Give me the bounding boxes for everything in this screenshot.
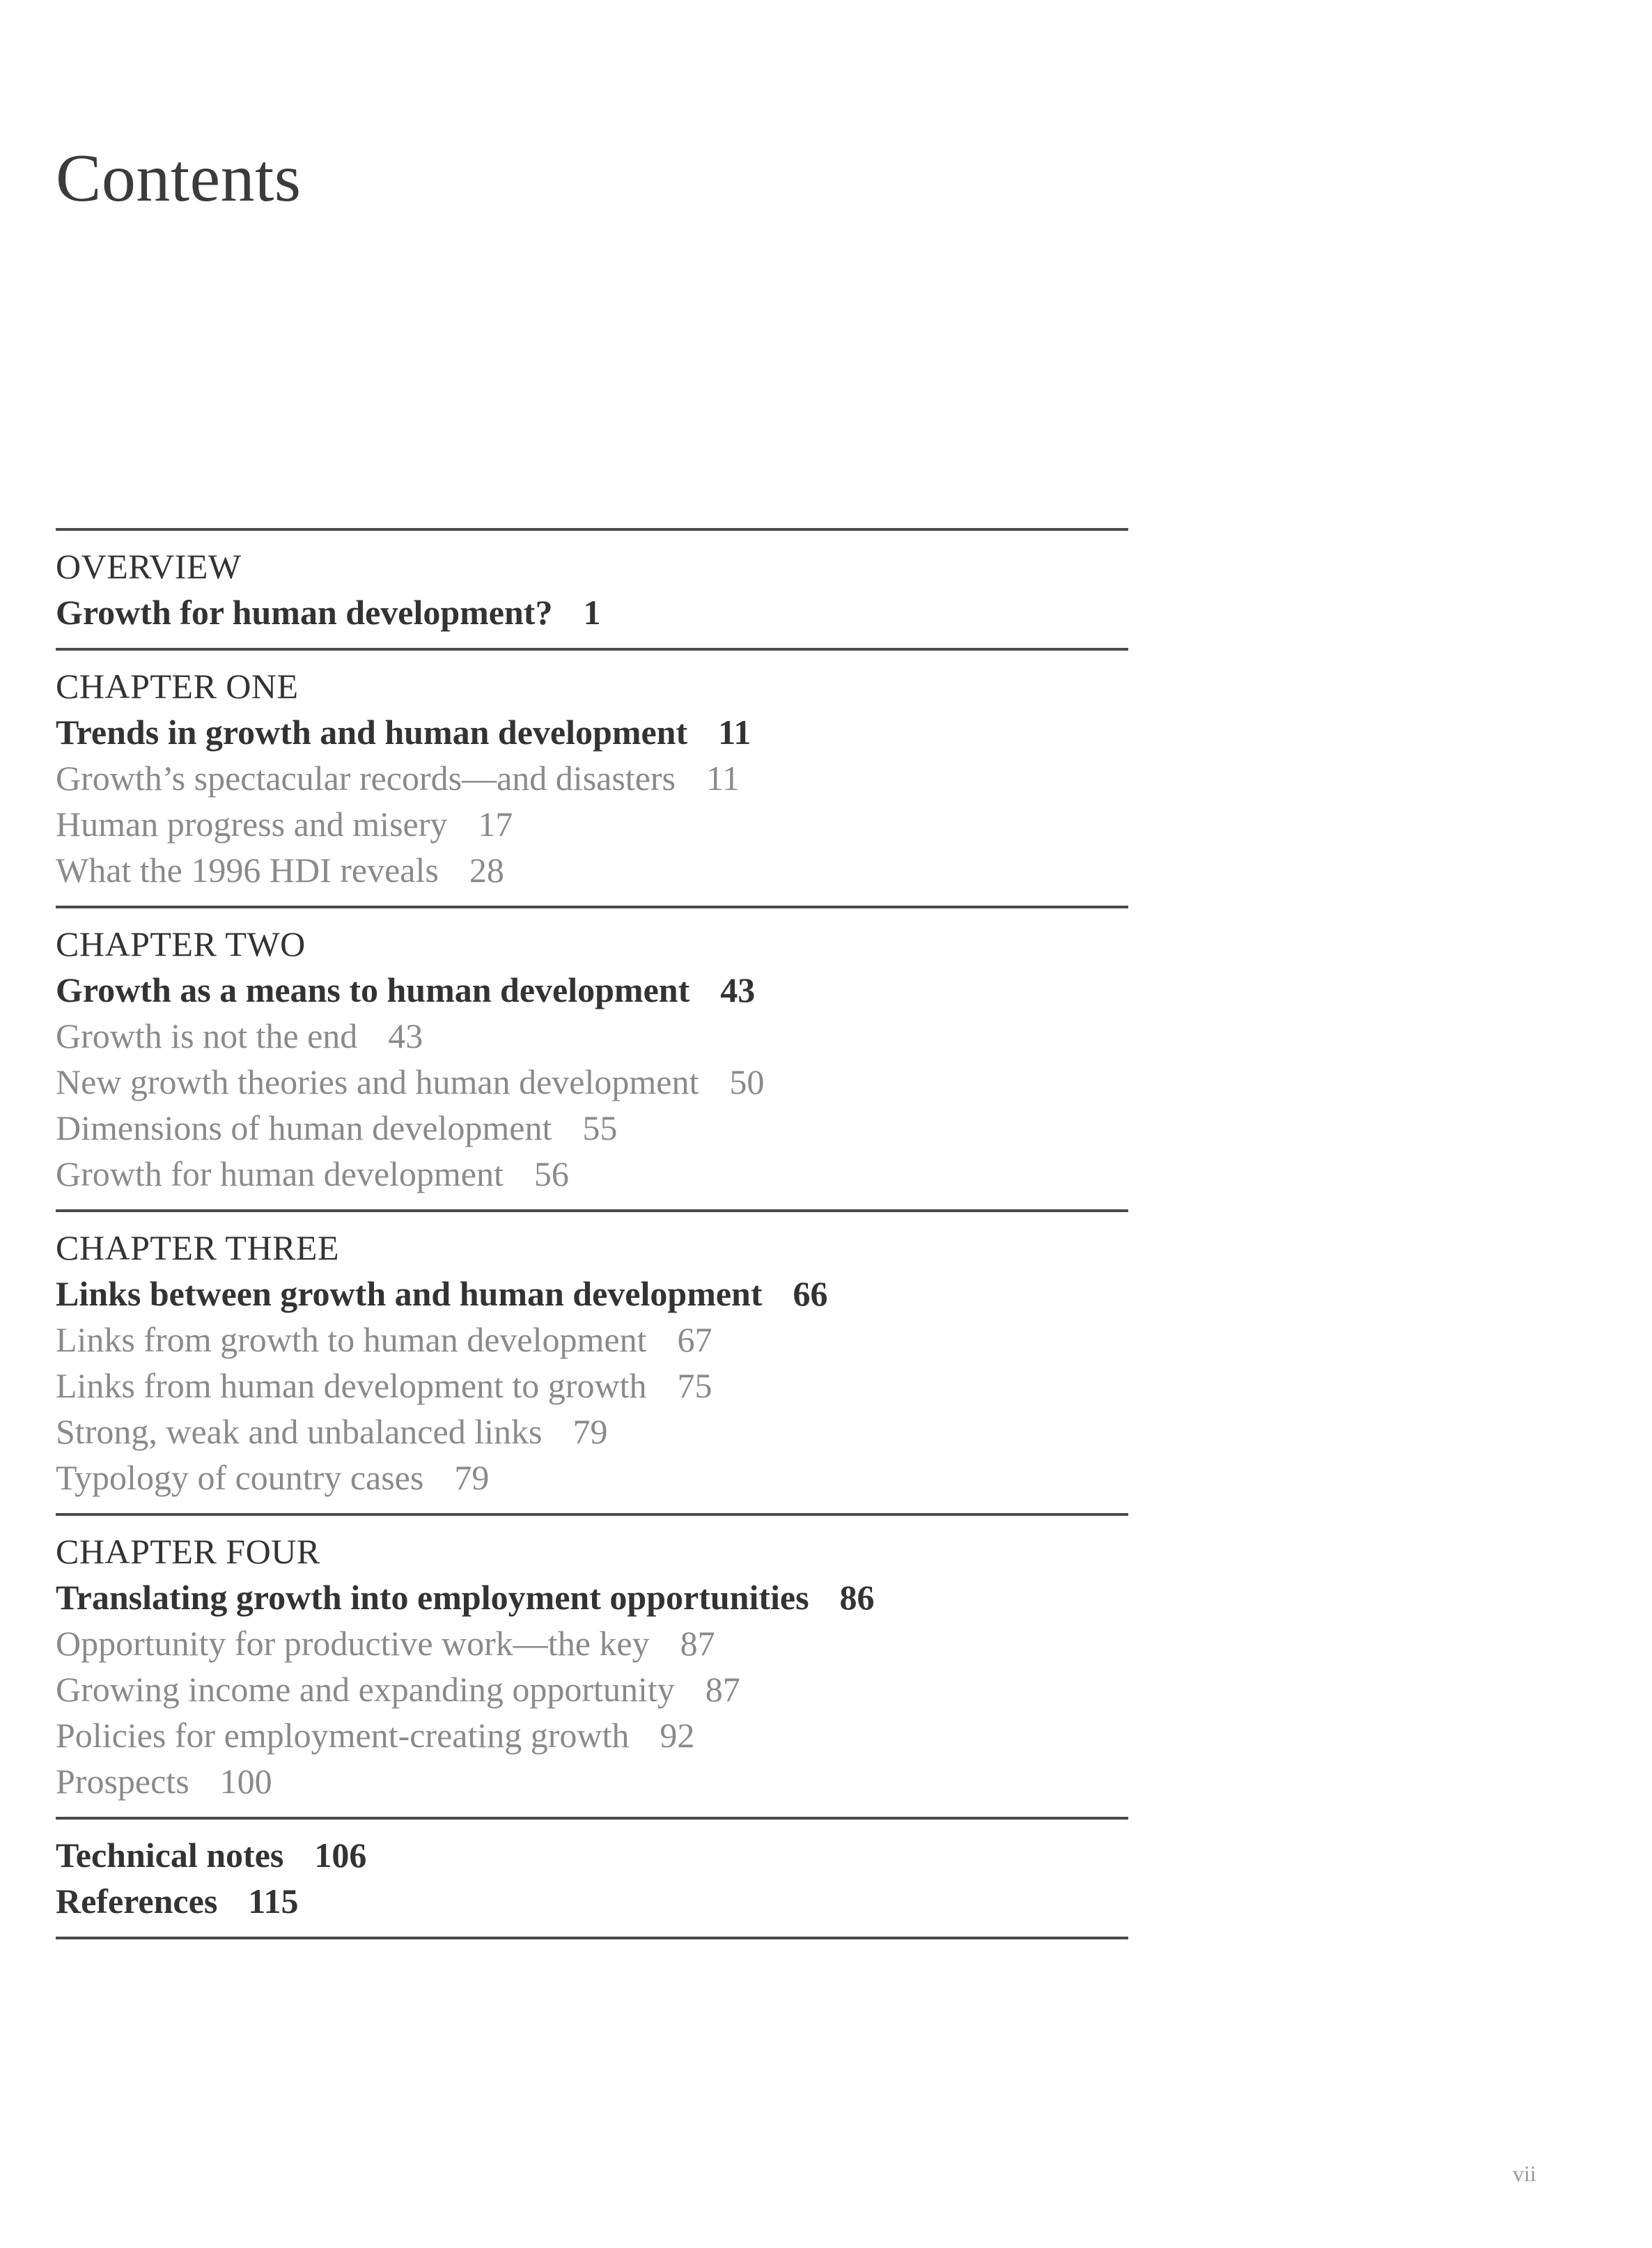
toc-entry[interactable] — [56, 1455, 1128, 1501]
entry-title: Typology of country cases — [56, 1458, 424, 1497]
section-label: CHAPTER ONE — [56, 667, 299, 706]
entry-title: Growth’s spectacular records—and disasters — [56, 759, 676, 798]
toc-entry[interactable] — [56, 1013, 1128, 1059]
toc-entry[interactable] — [56, 1105, 1128, 1151]
toc-entry-main[interactable] — [56, 1832, 1128, 1878]
entry-title: Links between growth and human development — [56, 1274, 763, 1313]
section-label: CHAPTER FOUR — [56, 1532, 320, 1571]
entry-title: Dimensions of human development — [56, 1108, 552, 1147]
entry-title: Growth for human development? — [56, 593, 553, 632]
page-title: Contents — [56, 141, 302, 216]
chapter-four-section — [56, 1516, 1128, 1817]
entry-page: 87 — [680, 1624, 715, 1663]
entry-title: Links from human development to growth — [56, 1366, 647, 1405]
toc-entry-main[interactable] — [56, 1878, 1128, 1924]
toc-entry[interactable] — [56, 847, 1128, 893]
entry-page: 43 — [388, 1016, 423, 1055]
section-label: OVERVIEW — [56, 547, 242, 586]
toc-entry-main[interactable] — [56, 709, 1128, 755]
toc-entry[interactable] — [56, 1620, 1128, 1666]
entry-title: Strong, weak and unbalanced links — [56, 1412, 543, 1451]
entry-page: 86 — [839, 1578, 875, 1617]
toc-entry[interactable] — [56, 1317, 1128, 1363]
section-label: CHAPTER THREE — [56, 1228, 339, 1267]
entry-page: 50 — [729, 1062, 765, 1101]
toc-entry[interactable] — [56, 1363, 1128, 1409]
divider — [56, 1937, 1128, 1939]
entry-title: Technical notes — [56, 1836, 284, 1875]
entry-title: Trends in growth and human development — [56, 713, 688, 752]
entry-page: 115 — [248, 1882, 299, 1921]
entry-title: Translating growth into employment opportunities — [56, 1578, 809, 1617]
entry-page: 11 — [706, 759, 740, 798]
entry-title: Links from growth to human development — [56, 1320, 647, 1359]
entry-page: 11 — [718, 713, 751, 752]
entry-page: 106 — [314, 1836, 367, 1875]
entry-page: 43 — [720, 970, 756, 1009]
toc-entry-main[interactable] — [56, 1574, 1128, 1620]
entry-page: 17 — [478, 805, 513, 844]
back-matter-section — [56, 1820, 1128, 1937]
entry-page: 1 — [583, 593, 601, 632]
toc-entry-main[interactable] — [56, 589, 1128, 635]
entry-title: References — [56, 1882, 218, 1921]
toc-entry[interactable] — [56, 1059, 1128, 1105]
entry-page: 66 — [793, 1274, 828, 1313]
overview-section — [56, 531, 1128, 648]
section-label: CHAPTER TWO — [56, 924, 306, 963]
entry-title: Growth for human development — [56, 1154, 504, 1193]
entry-page: 67 — [677, 1320, 712, 1359]
entry-title: Growth as a means to human development — [56, 970, 690, 1009]
toc-entry[interactable] — [56, 1151, 1128, 1197]
entry-page: 55 — [582, 1108, 618, 1147]
entry-title: Growing income and expanding opportunity — [56, 1670, 675, 1709]
entry-title: Opportunity for productive work—the key — [56, 1624, 650, 1663]
entry-title: Human progress and misery — [56, 805, 448, 844]
toc-entry[interactable] — [56, 1409, 1128, 1455]
table-of-contents — [56, 528, 1128, 1939]
entry-page: 28 — [469, 851, 504, 890]
toc-entry[interactable] — [56, 755, 1128, 801]
entry-page: 100 — [219, 1762, 272, 1801]
entry-page: 87 — [705, 1670, 740, 1709]
entry-title: Growth is not the end — [56, 1016, 358, 1055]
page-number: vii — [1513, 2161, 1536, 2186]
toc-entry-main[interactable] — [56, 967, 1128, 1013]
entry-page: 75 — [677, 1366, 712, 1405]
entry-title: New growth theories and human development — [56, 1062, 699, 1101]
entry-page: 56 — [533, 1154, 569, 1193]
chapter-two-section — [56, 908, 1128, 1209]
toc-entry-main[interactable] — [56, 1271, 1128, 1317]
chapter-three-section — [56, 1212, 1128, 1513]
entry-title: Policies for employment-creating growth — [56, 1716, 630, 1755]
toc-entry[interactable] — [56, 1712, 1128, 1758]
entry-page: 79 — [572, 1412, 608, 1451]
entry-title: What the 1996 HDI reveals — [56, 851, 439, 890]
chapter-one-section — [56, 651, 1128, 906]
toc-entry[interactable] — [56, 1758, 1128, 1804]
toc-entry[interactable] — [56, 801, 1128, 847]
entry-title: Prospects — [56, 1762, 189, 1801]
entry-page: 79 — [454, 1458, 490, 1497]
toc-entry[interactable] — [56, 1666, 1128, 1712]
entry-page: 92 — [660, 1716, 695, 1755]
